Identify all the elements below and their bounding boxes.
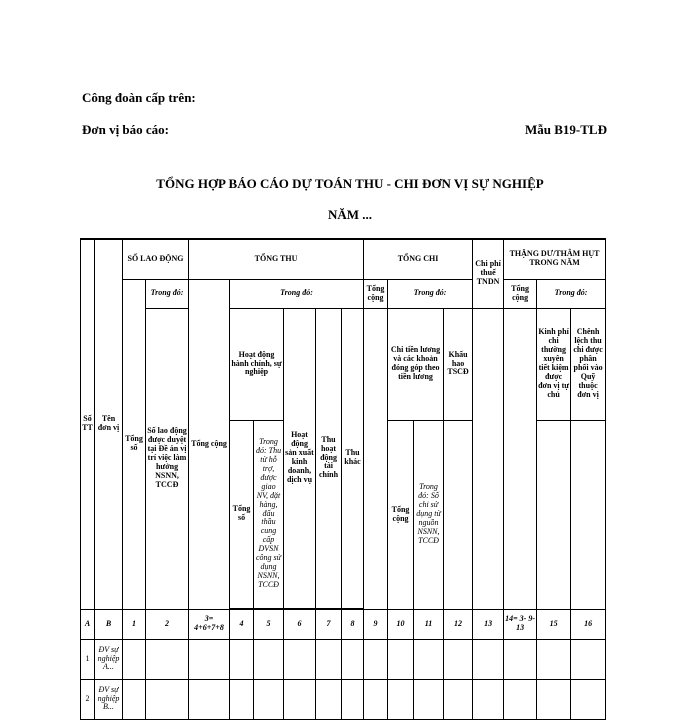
data-cell — [388, 639, 414, 679]
superior-union-label: Công đoàn cấp trên: — [82, 90, 196, 105]
data-cell — [146, 679, 189, 719]
data-cell — [364, 639, 388, 679]
kinh-phi-tiet-kiem-header: Kinh phí chi thường xuyên tiết kiệm được đơn vị tự chủ — [537, 308, 571, 420]
col-stt-header: Số TT — [81, 239, 95, 609]
khau-hao-blank — [444, 420, 473, 609]
reporting-unit-label: Đơn vị báo cáo: — [82, 122, 170, 137]
hd-hanh-chinh-header: Hoạt động hành chính, sự nghiệp — [230, 308, 284, 420]
khau-hao-header: Khấu hao TSCĐ — [444, 308, 473, 420]
col-label: 5 — [254, 609, 284, 639]
thu-tong-cong-header: Tổng cộng — [189, 279, 230, 609]
data-cell — [316, 679, 342, 719]
data-cell — [230, 679, 254, 719]
col-label: 13 — [473, 609, 504, 639]
data-cell — [316, 639, 342, 679]
col-label: 4 — [230, 609, 254, 639]
data-cell — [284, 679, 316, 719]
data-cell — [414, 639, 444, 679]
tong-thu-header: TỔNG THU — [189, 239, 364, 279]
hd-sxkd-header: Hoạt động sản xuất kinh doanh, dịch vụ — [284, 308, 316, 608]
thu-ho-tro-header: Trong đó: Thu từ hỗ trợ, được giao NV, đặt hàng, đấu thầu cung cấp DVSN công sử dụng NSNN, TCCĐ — [254, 420, 284, 608]
report-year: NĂM ... — [327, 207, 373, 222]
col-unit-name-header: Tên đơn vị — [95, 239, 123, 609]
data-cell — [342, 639, 364, 679]
chi-trong-do-header: Trong đó: — [388, 279, 473, 308]
row-unit-name: ĐV sự nghiệp B... — [95, 679, 123, 719]
data-cell — [473, 679, 504, 719]
chenh-lech-blank — [571, 420, 606, 609]
row-stt: 2 — [81, 679, 95, 719]
ld-duoc-duyet-header: Số lao động được duyệt tại Đề án vị trí việc làm hưởng NSNN, TCCĐ — [146, 308, 189, 609]
col-label: 7 — [316, 609, 342, 639]
data-cell — [189, 679, 230, 719]
data-cell — [473, 639, 504, 679]
tong-chi-header: TỔNG CHI — [364, 239, 473, 279]
data-cell — [571, 639, 606, 679]
data-cell — [123, 679, 146, 719]
col-label: 16 — [571, 609, 606, 639]
data-cell — [504, 639, 537, 679]
data-cell — [189, 639, 230, 679]
thu-trong-do-header: Trong đó: — [230, 279, 364, 308]
col-label: 1 — [123, 609, 146, 639]
chi-tong-cong-header: Tổng cộng — [364, 279, 388, 308]
col-label: 15 — [537, 609, 571, 639]
data-cell — [254, 639, 284, 679]
col-label: 14= 3- 9- 13 — [504, 609, 537, 639]
data-cell — [230, 639, 254, 679]
data-cell — [537, 639, 571, 679]
data-cell — [388, 679, 414, 719]
col-label: 2 — [146, 609, 189, 639]
td-tong-cong-blank — [504, 308, 537, 609]
col-label: 8 — [342, 609, 364, 639]
chi-nguon-nsnn-header: Trong đó: Số chi sử dụng từ nguồn NSNN, TCCĐ — [414, 420, 444, 609]
budget-report-table — [80, 238, 606, 720]
data-cell — [444, 679, 473, 719]
chi-phi-thue-blank — [473, 308, 504, 609]
col-label: 3= 4+6+7+8 — [189, 609, 230, 639]
data-cell — [504, 679, 537, 719]
form-code: Mẫu B19-TLĐ — [525, 122, 607, 137]
chi-phi-thue-header: Chi phí thuế TNDN — [473, 239, 504, 308]
data-cell — [284, 639, 316, 679]
col-label: 9 — [364, 609, 388, 639]
thu-tong-so-header: Tổng số — [230, 420, 254, 608]
thang-du-header: THẶNG DƯ/THÂM HỤT TRONG NĂM — [504, 239, 606, 279]
col-label: B — [95, 609, 123, 639]
col-label: A — [81, 609, 95, 639]
td-tong-cong-header: Tổng cộng — [504, 279, 537, 308]
kinh-phi-blank — [537, 420, 571, 609]
report-title: TỔNG HỢP BÁO CÁO DỰ TOÁN THU - CHI ĐƠN VỊ SỰ NGHIỆP — [156, 176, 544, 191]
data-cell — [254, 679, 284, 719]
data-cell — [537, 679, 571, 719]
ld-trong-do-header: Trong đó: — [146, 279, 189, 308]
data-cell — [123, 639, 146, 679]
column-number-row — [81, 609, 606, 639]
thu-tai-chinh-header: Thu hoạt động tài chính — [316, 308, 342, 608]
row-stt: 1 — [81, 639, 95, 679]
chi-tong-cong-blank — [364, 308, 388, 609]
col-label: 12 — [444, 609, 473, 639]
so-lao-dong-header: SỐ LAO ĐỘNG — [123, 239, 189, 279]
data-cell — [571, 679, 606, 719]
col-label: 6 — [284, 609, 316, 639]
thu-khac-header: Thu khác — [342, 308, 364, 608]
data-cell — [146, 639, 189, 679]
data-cell — [342, 679, 364, 719]
col-label: 10 — [388, 609, 414, 639]
table-row — [81, 639, 606, 679]
row-unit-name: ĐV sự nghiệp A... — [95, 639, 123, 679]
chenh-lech-header: Chênh lệch thu chi được phân phối vào Quỹ thuộc đơn vị — [571, 308, 606, 420]
col-label: 11 — [414, 609, 444, 639]
chi-luong-tong-cong-header: Tổng cộng — [388, 420, 414, 609]
data-cell — [414, 679, 444, 719]
table-row — [81, 679, 606, 719]
data-cell — [444, 639, 473, 679]
td-trong-do-header: Trong đó: — [537, 279, 606, 308]
ld-tong-so-header: Tổng số — [123, 279, 146, 609]
data-cell — [364, 679, 388, 719]
chi-tien-luong-header: Chi tiền lương và các khoản đóng góp theo tiền lương — [388, 308, 444, 420]
